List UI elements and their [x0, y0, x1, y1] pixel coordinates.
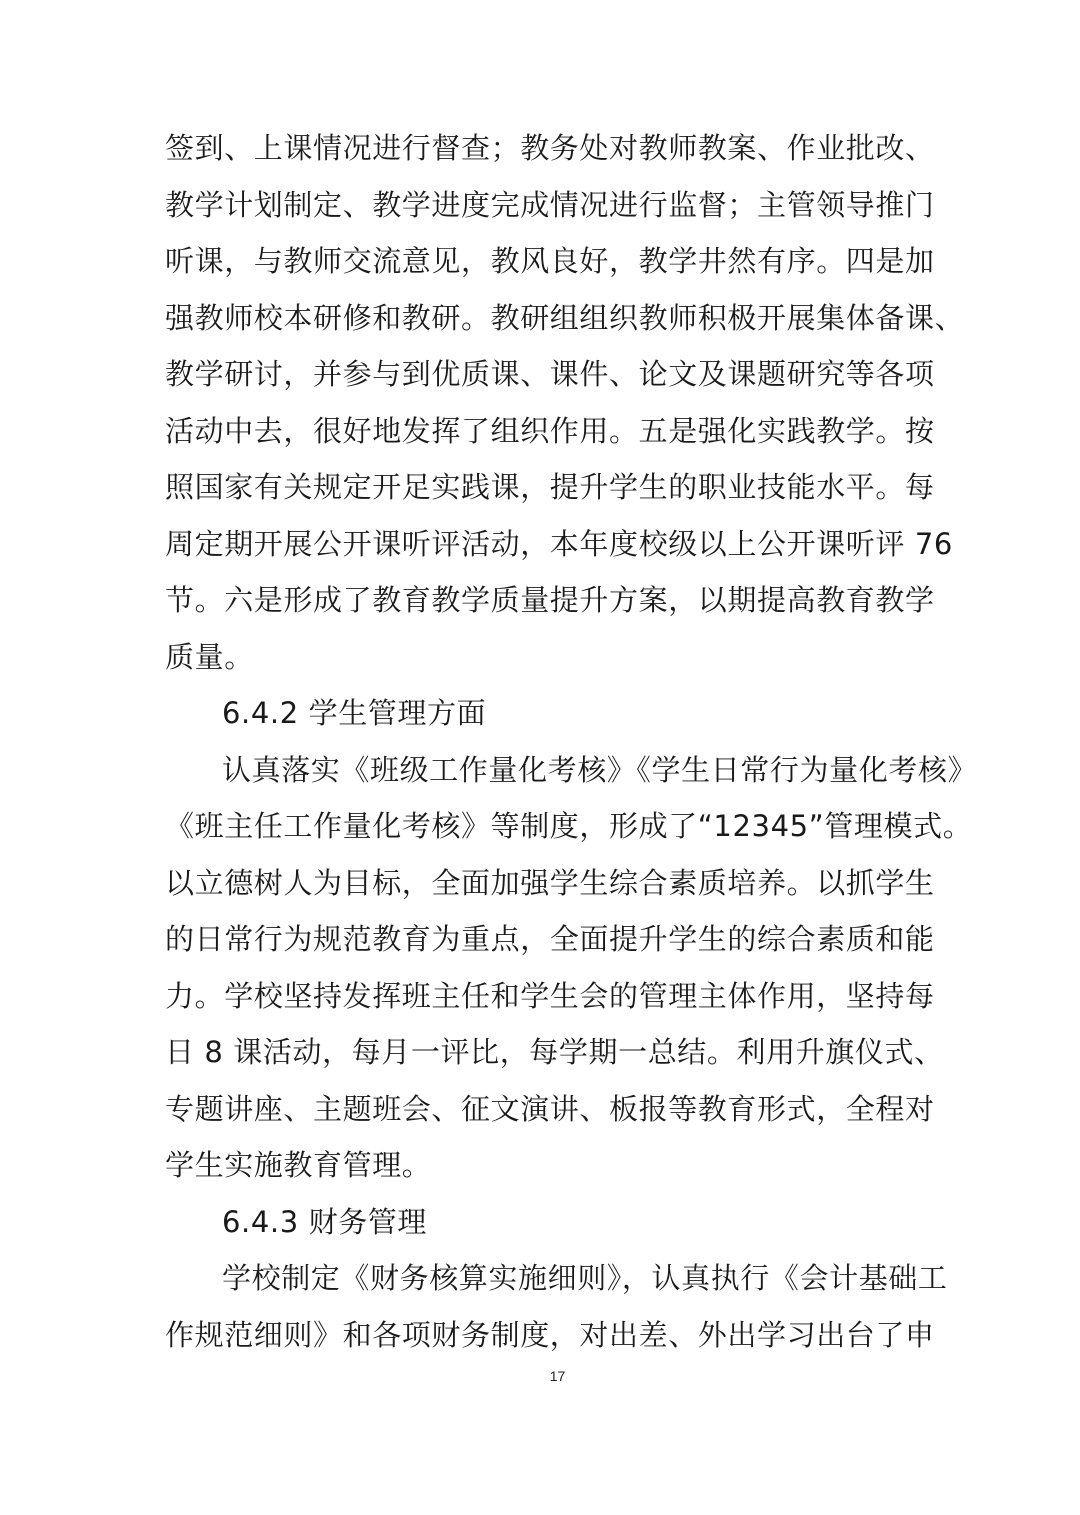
paragraph-line: 《班主任工作量化考核》等制度，形成了“12345”管理模式。: [165, 809, 973, 843]
paragraph-line: 学生实施教育管理。: [165, 1148, 432, 1182]
paragraph-line: 强教师校本研修和教研。教研组组织教师积极开展集体备课、: [165, 301, 965, 335]
paragraph-line: 照国家有关规定开足实践课，提升学生的职业技能水平。每: [165, 470, 935, 504]
paragraph-line: 质量。: [165, 640, 254, 674]
paragraph-line: 听课，与教师交流意见，教风良好，教学井然有序。四是加: [165, 244, 935, 278]
page-number: 17: [549, 1368, 566, 1384]
paragraph-line: 学校制定《财务核算实施细则》，认真执行《会计基础工: [222, 1261, 948, 1295]
paragraph-line: 教学计划制定、教学进度完成情况进行监督；主管领导推门: [165, 188, 935, 222]
paragraph-line: 节。六是形成了教育教学质量提升方案，以期提高教育教学: [165, 583, 935, 617]
paragraph-line: 专题讲座、主题班会、征文演讲、板报等教育形式，全程对: [165, 1092, 935, 1126]
paragraph-line: 作规范细则》和各项财务制度，对出差、外出学习出台了申: [165, 1318, 935, 1352]
paragraph-line: 的日常行为规范教育为重点，全面提升学生的综合素质和能: [165, 922, 935, 956]
paragraph-line: 活动中去，很好地发挥了组织作用。五是强化实践教学。按: [165, 414, 935, 448]
paragraph-line: 日 8 课活动，每月一评比，每学期一总结。利用升旗仪式、: [165, 1035, 944, 1069]
section-heading: 6.4.2 学生管理方面: [222, 696, 487, 730]
paragraph-line: 教学研讨，并参与到优质课、课件、论文及课题研究等各项: [165, 357, 935, 391]
paragraph-line: 认真落实《班级工作量化考核》《学生日常行为量化考核》: [222, 753, 978, 787]
paragraph-line: 力。学校坚持发挥班主任和学生会的管理主体作用，坚持每: [165, 979, 935, 1013]
paragraph-line: 签到、上课情况进行督查；教务处对教师教案、作业批改、: [165, 131, 935, 165]
section-heading: 6.4.3 财务管理: [222, 1205, 428, 1239]
paragraph-line: 周定期开展公开课听评活动，本年度校级以上公开课听评 76: [165, 527, 953, 561]
paragraph-line: 以立德树人为目标，全面加强学生综合素质培养。以抓学生: [165, 866, 935, 900]
